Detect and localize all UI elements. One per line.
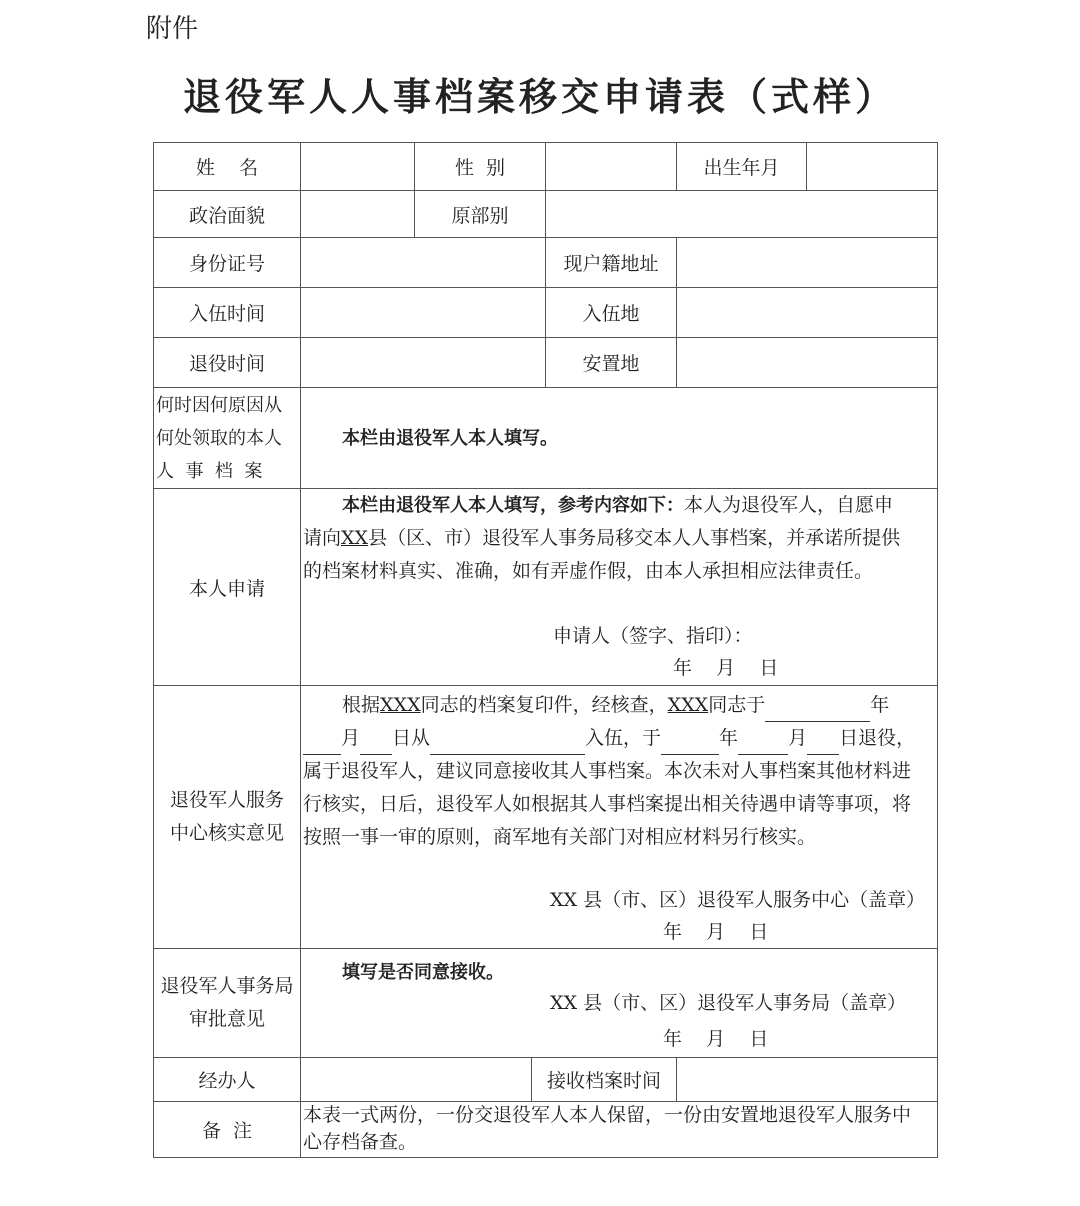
center-text: 年 [870,694,890,716]
label-unit: 原部别 [451,204,509,227]
blank-day[interactable] [807,734,839,755]
label-center-opinion-line: 退役军人服务 [169,789,284,811]
center-text: 月 [341,727,361,749]
label-politics: 政治面貌 [188,204,265,227]
field-unit[interactable] [546,191,937,237]
center-text: 月 [788,727,808,749]
row-divider [153,387,938,388]
self-apply-date: 年 月 日 [673,657,779,679]
bureau-date: 年 月 日 [663,1028,769,1050]
center-text: 同志于 [708,694,766,716]
form-title: 退役军人人事档案移交申请表（式样） [182,75,897,119]
name-placeholder: XXX [380,694,421,716]
self-apply-content[interactable] [303,489,937,588]
label-archive-source-line: 何时因何原因从 [156,395,282,416]
label-archive-source-line: 人 事 档 案 [156,461,263,482]
field-handler[interactable] [301,1058,531,1101]
label-receive-time: 接收档案时间 [546,1070,661,1092]
label-settle-place: 安置地 [582,353,640,375]
applicant-signature: 申请人（签字、指印）： [553,625,753,647]
self-apply-text: 县（区、市）退役军人事务局移交本人人事档案，并承诺所提供 [368,527,901,549]
self-apply-lead: 本栏由退役军人本人填写，参考内容如下： [342,495,684,516]
center-opinion-content[interactable] [303,689,937,854]
label-enlist-place: 入伍地 [582,303,640,325]
remarks-text: 本表一式两份，一份交退役军人本人保留，一份由安置地退役军人服务中 [303,1104,912,1126]
center-text: 入伍，于 [585,727,662,749]
blank-day[interactable] [360,734,392,755]
label-birth: 出生年月 [703,157,780,179]
field-household-address[interactable] [677,238,937,287]
blank-year[interactable] [661,734,719,755]
field-enlist-place[interactable] [677,288,937,337]
label-bureau-opinion-line: 退役军人事务局 [160,975,294,997]
center-seal: XX 县（市、区）退役军人服务中心（盖章） [550,889,926,911]
label-household-address: 现户籍地址 [563,253,659,275]
label-bureau-opinion-line: 审批意见 [188,1008,265,1030]
label-center-opinion-line: 中心核实意见 [169,822,284,844]
center-date: 年 月 日 [663,921,769,943]
blank-month[interactable] [303,734,341,755]
field-retire-time[interactable] [301,338,545,387]
field-receive-time[interactable] [677,1058,937,1101]
label-name: 姓 名 [195,157,259,179]
blank-year[interactable] [765,701,870,722]
field-politics[interactable] [301,191,414,237]
self-apply-text: 的档案材料真实、准确，如有弄虚作假，由本人承担相应法律责任。 [303,560,874,582]
label-archive-source [156,389,299,488]
field-id-number[interactable] [301,238,545,287]
table-border-bottom [153,1157,938,1158]
center-text: 年 [719,727,739,749]
center-text: 日退役， [839,727,916,749]
attachment-label: 附件 [146,14,199,44]
label-bureau-opinion [154,949,300,1057]
blank-month[interactable] [738,734,788,755]
field-settle-place[interactable] [677,338,937,387]
label-center-opinion [154,686,300,948]
table-border-right [937,142,938,1158]
field-enlist-time[interactable] [301,288,545,337]
name-placeholder: XXX [667,694,709,716]
remarks-text: 心存档备查。 [303,1131,418,1153]
bureau-seal: XX 县（市、区）退役军人事务局（盖章） [550,992,907,1014]
county-placeholder: XX [341,527,369,549]
label-archive-source-line: 何处领取的本人 [156,428,282,449]
center-text: 根据 [342,694,381,716]
label-handler: 经办人 [198,1070,256,1092]
self-apply-text: 请向 [303,527,342,549]
field-gender[interactable] [546,143,676,190]
label-retire-time: 退役时间 [188,353,265,375]
center-text: 日从 [392,727,431,749]
center-text: 属于退役军人，建议同意接收其人事档案。本次未对人事档案其他材料进 [303,760,912,782]
label-self-apply: 本人申请 [188,577,265,600]
label-id-number: 身份证号 [188,253,265,275]
field-name[interactable] [301,143,414,190]
bureau-note[interactable]: 填写是否同意接收。 [342,962,504,983]
label-enlist-time: 入伍时间 [188,303,265,325]
self-apply-text: 本人为退役军人，自愿申 [684,494,894,516]
center-text: 行核实，日后，退役军人如根据其人事档案提出相关待遇申请等事项，将 [303,793,912,815]
field-birth[interactable] [807,143,937,190]
archive-source-note[interactable]: 本栏由退役军人本人填写。 [342,428,558,449]
center-text: 同志的档案复印件，经核查， [420,694,668,716]
blank-enlist-place[interactable] [430,734,585,755]
remarks-content [303,1102,937,1156]
label-gender: 性 别 [454,157,506,179]
center-text: 按照一事一审的原则，商军地有关部门对相应材料另行核实。 [303,826,817,848]
label-remarks: 备 注 [201,1120,253,1142]
